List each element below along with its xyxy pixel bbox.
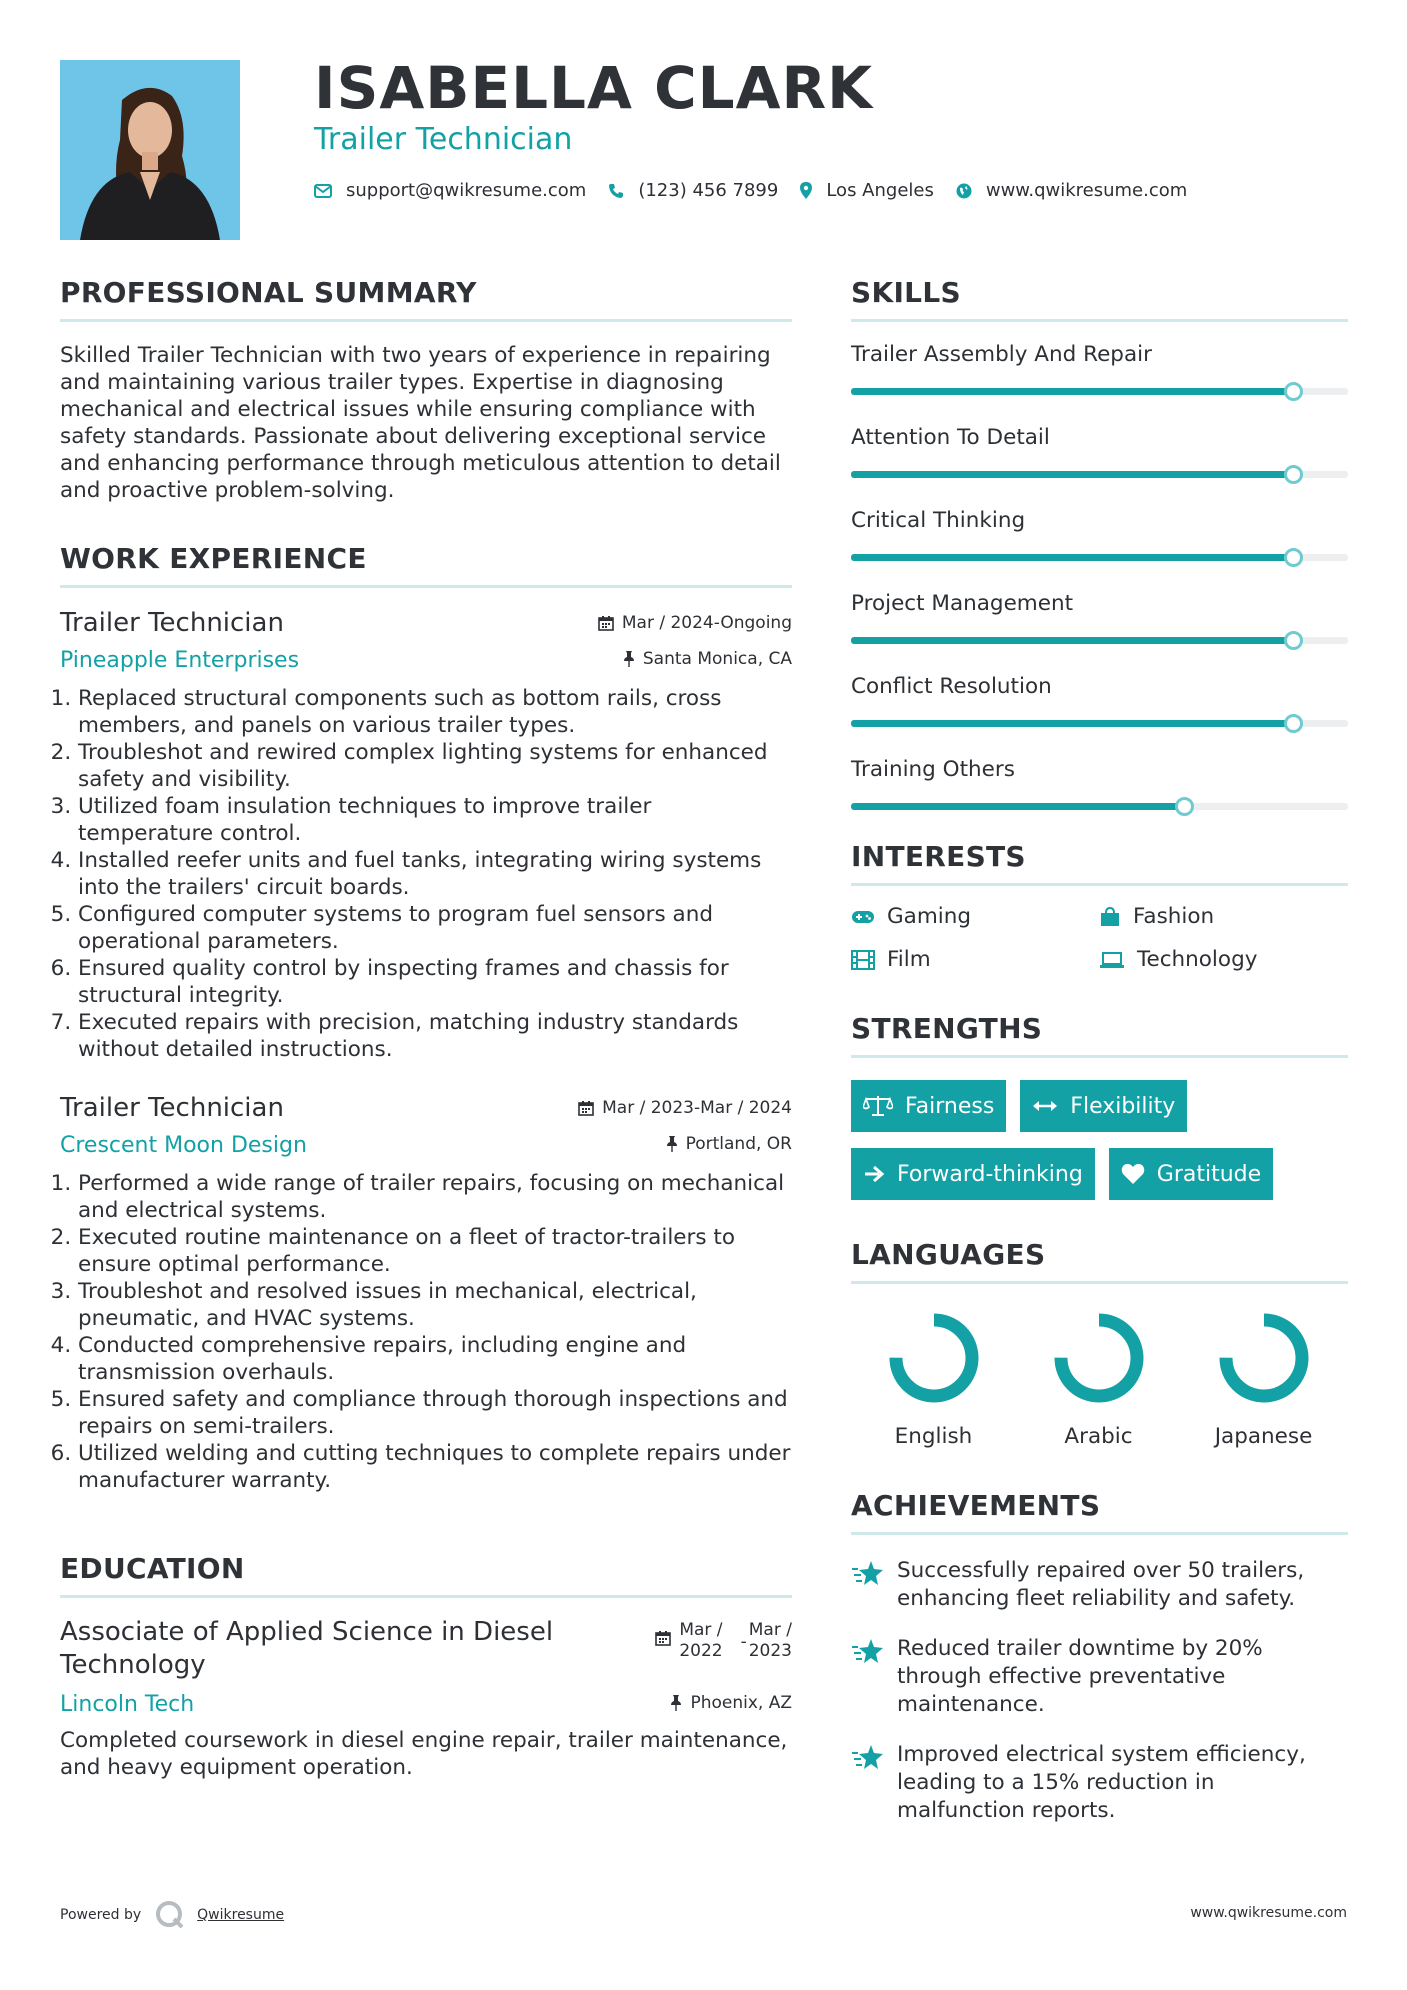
- list-item: 2. Executed routine maintenance on a fleet of tractor-trailers to ensure optimal performance.: [78, 1224, 792, 1278]
- envelope-icon: [314, 184, 332, 198]
- skill-level-knob: [1284, 465, 1303, 484]
- language-level-arc: [1226, 1320, 1302, 1396]
- qwikresume-logo-icon: [155, 1900, 185, 1930]
- qwikresume-link[interactable]: Qwikresume: [197, 1907, 285, 1923]
- contact-website[interactable]: [956, 180, 1187, 201]
- contact-location: [800, 180, 934, 201]
- skill-level-fill: [851, 803, 1184, 810]
- languages-heading: LANGUAGES: [851, 1238, 1348, 1284]
- skill-level-fill: [851, 720, 1293, 727]
- job-dates: Mar / 2023-Mar / 2024: [578, 1098, 792, 1118]
- strength-chip: Flexibility: [1020, 1080, 1187, 1132]
- skill-level-fill: [851, 554, 1293, 561]
- contact-email[interactable]: [314, 180, 586, 201]
- skill-level-bar: [851, 803, 1348, 810]
- skill-level-bar: [851, 720, 1348, 727]
- languages-list: [851, 1310, 1348, 1449]
- strengths-heading: STRENGTHS: [851, 1012, 1348, 1058]
- arrow-right-icon: [863, 1164, 885, 1184]
- star-icon: [851, 1559, 885, 1589]
- film-icon: [851, 950, 875, 970]
- job-dates: Mar / 2024-Ongoing: [598, 613, 792, 633]
- left-column: [60, 276, 792, 1781]
- skill-item: [851, 591, 1348, 644]
- calendar-icon: [598, 615, 614, 631]
- phone-text: (123) 456 7899: [638, 180, 779, 201]
- job-bullets: [60, 685, 792, 1063]
- right-column: [851, 276, 1348, 1825]
- skill-level-bar: [851, 554, 1348, 561]
- strengths-section: [851, 1012, 1348, 1200]
- skills-section: [851, 276, 1348, 810]
- skill-level-knob: [1175, 797, 1194, 816]
- achievement-item: Successfully repaired over 50 trailers, enhancing fleet reliability and safety.: [851, 1557, 1348, 1613]
- skill-level-knob: [1284, 714, 1303, 733]
- company-name: Pineapple Enterprises: [60, 648, 300, 673]
- list-item: 7. Executed repairs with precision, matching industry standards without detailed instructions.: [78, 1009, 792, 1063]
- website-text: www.qwikresume.com: [985, 180, 1188, 201]
- skill-level-fill: [851, 388, 1293, 395]
- language-item: [1181, 1310, 1346, 1449]
- interests-heading: INTERESTS: [851, 840, 1348, 886]
- list-item: 2. Troubleshot and rewired complex lighting systems for enhanced safety and visibility.: [78, 739, 792, 793]
- language-level-ring: [1051, 1310, 1147, 1406]
- list-item: 3. Troubleshot and resolved issues in mechanical, electrical, pneumatic, and HVAC systems.: [78, 1278, 792, 1332]
- skill-level-knob: [1284, 631, 1303, 650]
- list-item: 6. Ensured quality control by inspecting frames and chassis for structural integrity.: [78, 955, 792, 1009]
- skill-level-bar: [851, 388, 1348, 395]
- list-item: 1. Replaced structural components such as bottom rails, cross members, and panels on various trailer types.: [78, 685, 792, 739]
- list-item: 3. Utilized foam insulation techniques to improve trailer temperature control.: [78, 793, 792, 847]
- education-dates: Mar / 2022 - Mar / 2023: [655, 1620, 792, 1682]
- skill-item: [851, 342, 1348, 395]
- degree-title: Associate of Applied Science in Diesel Technology: [60, 1617, 554, 1680]
- experience-section: [60, 542, 792, 1494]
- laptop-icon: [1099, 951, 1125, 969]
- strength-chip: Forward-thinking: [851, 1148, 1095, 1200]
- achievements-heading: ACHIEVEMENTS: [851, 1489, 1348, 1535]
- skill-name: Attention To Detail: [851, 425, 1050, 450]
- job-bullets: [60, 1170, 792, 1494]
- education-location: Phoenix, AZ: [670, 1693, 792, 1713]
- skill-name: Critical Thinking: [851, 508, 1026, 533]
- achievements-section: [851, 1489, 1348, 1825]
- language-level-ring: [886, 1310, 982, 1406]
- skill-level-knob: [1284, 548, 1303, 567]
- job-location: Santa Monica, CA: [623, 649, 792, 669]
- job-location: Portland, OR: [666, 1134, 792, 1154]
- calendar-icon: [655, 1630, 671, 1646]
- job-entry: [60, 1093, 792, 1494]
- summary-section: [60, 276, 792, 504]
- language-level-arc: [896, 1320, 972, 1396]
- list-item: 4. Conducted comprehensive repairs, including engine and transmission overhauls.: [78, 1332, 792, 1386]
- skill-item: [851, 425, 1348, 478]
- interest-item: Fashion: [1099, 904, 1347, 929]
- phone-icon: [608, 183, 624, 199]
- skill-level-bar: [851, 637, 1348, 644]
- job-title: Trailer Technician: [60, 1093, 284, 1123]
- language-name: Arabic: [1064, 1424, 1133, 1449]
- strength-chip: Gratitude: [1109, 1148, 1273, 1200]
- skills-heading: SKILLS: [851, 276, 1348, 322]
- star-icon: [851, 1637, 885, 1667]
- skill-item: [851, 508, 1348, 561]
- candidate-role: Trailer Technician: [314, 122, 573, 157]
- skills-list: [851, 342, 1348, 810]
- education-section: [60, 1552, 792, 1781]
- balance-scale-icon: [863, 1095, 893, 1117]
- gamepad-icon: [851, 909, 875, 925]
- company-name: Crescent Moon Design: [60, 1133, 307, 1158]
- pushpin-icon: [623, 651, 635, 667]
- contact-phone[interactable]: [608, 180, 778, 201]
- language-name: Japanese: [1214, 1424, 1313, 1449]
- star-icon: [851, 1743, 885, 1773]
- experience-heading: WORK EXPERIENCE: [60, 542, 792, 588]
- languages-section: [851, 1238, 1348, 1449]
- skill-name: Conflict Resolution: [851, 674, 1052, 699]
- job-title: Trailer Technician: [60, 608, 284, 638]
- language-item: [1016, 1310, 1181, 1449]
- skill-level-fill: [851, 471, 1293, 478]
- achievement-item: Reduced trailer downtime by 20% through effective preventative maintenance.: [851, 1635, 1348, 1719]
- location-text: Los Angeles: [826, 180, 934, 201]
- job-entry: [60, 608, 792, 1063]
- language-item: [851, 1310, 1016, 1449]
- education-heading: EDUCATION: [60, 1552, 792, 1598]
- skill-name: Project Management: [851, 591, 1074, 616]
- language-name: English: [894, 1424, 973, 1449]
- skill-level-fill: [851, 637, 1293, 644]
- list-item: 6. Utilized welding and cutting techniques to complete repairs under manufacturer warranty.: [78, 1440, 792, 1494]
- achievement-item: Improved electrical system efficiency, leading to a 15% reduction in malfunction reports.: [851, 1741, 1348, 1825]
- interest-item: Technology: [1099, 947, 1347, 972]
- skill-item: [851, 674, 1348, 727]
- skill-name: Trailer Assembly And Repair: [851, 342, 1152, 367]
- footer-powered-by: Powered by Qwikresume: [60, 1900, 284, 1930]
- interest-item: Film: [851, 947, 1099, 972]
- heart-icon: [1121, 1163, 1145, 1185]
- arrows-horizontal-icon: [1032, 1099, 1058, 1113]
- list-item: 5. Configured computer systems to program fuel sensors and operational parameters.: [78, 901, 792, 955]
- calendar-icon: [578, 1100, 594, 1116]
- contact-bar: [314, 180, 1209, 201]
- interest-item: Gaming: [851, 904, 1099, 929]
- education-description: Completed coursework in diesel engine repair, trailer maintenance, and heavy equipment operation.: [60, 1728, 788, 1780]
- pushpin-icon: [670, 1695, 682, 1711]
- globe-icon: [956, 183, 972, 199]
- language-level-ring: [1216, 1310, 1312, 1406]
- email-text: support@qwikresume.com: [346, 180, 587, 201]
- map-marker-icon: [800, 182, 812, 199]
- pushpin-icon: [666, 1136, 678, 1152]
- list-item: 1. Performed a wide range of trailer repairs, focusing on mechanical and electrical systems.: [78, 1170, 792, 1224]
- language-level-arc: [1061, 1320, 1137, 1396]
- footer-site[interactable]: www.qwikresume.com: [1190, 1905, 1347, 1921]
- list-item: 5. Ensured safety and compliance through thorough inspections and repairs on semi-trailers.: [78, 1386, 792, 1440]
- skill-level-knob: [1284, 382, 1303, 401]
- profile-photo: [60, 60, 240, 240]
- candidate-name: ISABELLA CLARK: [314, 54, 874, 122]
- interests-section: [851, 840, 1348, 972]
- skill-level-bar: [851, 471, 1348, 478]
- summary-text: Skilled Trailer Technician with two years of experience in repairing and maintaining various trailer types. Expertise in diagnosing mechanical and electrical issues while ensuring compliance with safety standards. Passionate about delivering exceptional service and enhancing performance through meticulous attention to detail and proactive problem-solving.: [60, 343, 781, 503]
- shopping-bag-icon: [1099, 906, 1121, 928]
- skill-item: [851, 757, 1348, 810]
- school-name: Lincoln Tech: [60, 1692, 195, 1717]
- list-item: 4. Installed reefer units and fuel tanks, integrating wiring systems into the trailers' circuit boards.: [78, 847, 792, 901]
- summary-heading: PROFESSIONAL SUMMARY: [60, 276, 792, 322]
- strength-chip: Fairness: [851, 1080, 1006, 1132]
- skill-name: Training Others: [851, 757, 1015, 782]
